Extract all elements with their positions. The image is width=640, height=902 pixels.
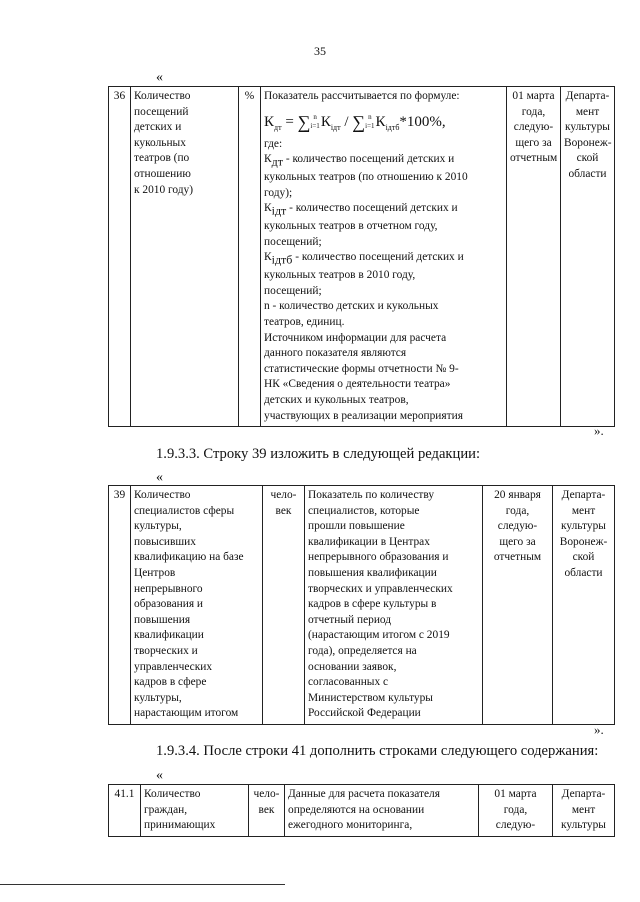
text-line: данного показателя являются	[264, 347, 407, 360]
text-line: участвующих в реализации мероприятия	[264, 409, 463, 422]
text-line: $К_{дт}$ - количество посещений детских и	[264, 153, 455, 169]
indicator-name	[131, 87, 239, 427]
footnote-divider	[0, 884, 285, 885]
formula: $К_{дт}$ = ∑ n $i=1К_{iдт}$ / ∑ n $i=1К_{iдтб}*100\%$,	[264, 111, 446, 132]
table-row	[109, 785, 615, 837]
text-line: посещений	[134, 105, 189, 118]
indicator-table-39	[108, 485, 615, 725]
text-line: $К_{iдт}$ - количество посещений детских и	[264, 202, 458, 218]
text-line: театров (по	[134, 152, 190, 165]
calculation-method: Данные для расчета показателя определяются на основании ежегодного мониторинга,	[285, 785, 479, 837]
row-number: 36	[109, 87, 131, 427]
responsible-body: Департа- мент культуры	[553, 785, 615, 837]
text-line: кукольных театров (по отношению к 2010	[264, 171, 468, 184]
unit: чело- век	[263, 486, 305, 725]
text-line: к 2010 году)	[134, 183, 194, 196]
indicator-table-36	[108, 86, 615, 427]
row-number: 39	[109, 486, 131, 725]
page-number: 35	[314, 44, 326, 58]
deadline: 20 января года, следую- щего за отчетным	[483, 486, 553, 725]
paragraph-1-9-3-3: 1.9.3.3. Строку 39 изложить в следующей редакции:	[156, 446, 480, 462]
close-quote: ».	[594, 722, 604, 737]
table-row	[109, 87, 615, 427]
text-line: детских и кукольных театров,	[264, 393, 409, 406]
text-line: посещений;	[264, 284, 322, 297]
indicator-name: Количество специалистов сферы культуры, повысивших квалификацию на базе Центров непрерывного образования и повышения квалификации творческих и управленческих кадров в сфере культуры, нарастающим итогом	[131, 486, 263, 725]
deadline: 01 марта года, следую- щего за отчетным	[507, 87, 561, 427]
paragraph-1-9-3-4: 1.9.3.4. После строки 41 дополнить строками следующего содержания:	[156, 743, 599, 759]
responsible-body: Департа- мент культуры Воронеж- ской области	[561, 87, 615, 427]
text-line: театров, единиц.	[264, 315, 345, 328]
text-line: n - количество детских и кукольных	[264, 300, 439, 313]
text-line: посещений;	[264, 235, 322, 248]
text-line: НК «Сведения о деятельности театра»	[264, 378, 451, 391]
indicator-name: Количество граждан, принимающих	[141, 785, 249, 837]
open-quote: «	[156, 768, 163, 783]
text-line: кукольных театров в отчетном году,	[264, 220, 438, 233]
text-line: Источником информации для расчета	[264, 331, 447, 344]
sum-limits: n i=1	[365, 113, 375, 131]
calculation-method: Показатель по количеству специалистов, которые прошли повышение квалификации в Центрах непрерывного образования и повышения квалификации творческих и управленческих кадров в сфере культуры в отчетный период (нарастающим итогом с 2019 года), определяется на основании заявок, согласованных с Министерством культуры Российской Федерации	[305, 486, 483, 725]
text-line: кукольных	[134, 136, 186, 149]
text-line: Показатель рассчитывается по формуле:	[264, 90, 460, 102]
sum-sign: ∑	[352, 111, 366, 132]
text-line: году);	[264, 186, 293, 199]
text-line: кукольных театров в 2010 году,	[264, 269, 416, 282]
text-line: Количество	[134, 90, 191, 102]
responsible-body: Департа- мент культуры Воронеж- ской области	[553, 486, 615, 725]
unit: %	[239, 87, 261, 427]
sum-sign: ∑	[297, 111, 311, 132]
calculation-method	[261, 87, 507, 427]
table-row	[109, 486, 615, 725]
open-quote: «	[156, 470, 163, 485]
row-number: 41.1	[109, 785, 141, 837]
open-quote: «	[156, 70, 163, 85]
deadline: 01 марта года, следую-	[479, 785, 553, 837]
text-line: отношению	[134, 167, 191, 180]
indicator-table-41-1	[108, 784, 615, 837]
text-line: $К_{iдтб}$ - количество посещений детских и	[264, 251, 464, 267]
close-quote: ».	[594, 423, 604, 438]
text-line: где:	[264, 137, 283, 150]
text-line: детских и	[134, 121, 182, 134]
unit: чело- век	[249, 785, 285, 837]
text-line: статистические формы отчетности № 9-	[264, 362, 459, 375]
sum-limits: n i=1	[310, 113, 320, 131]
